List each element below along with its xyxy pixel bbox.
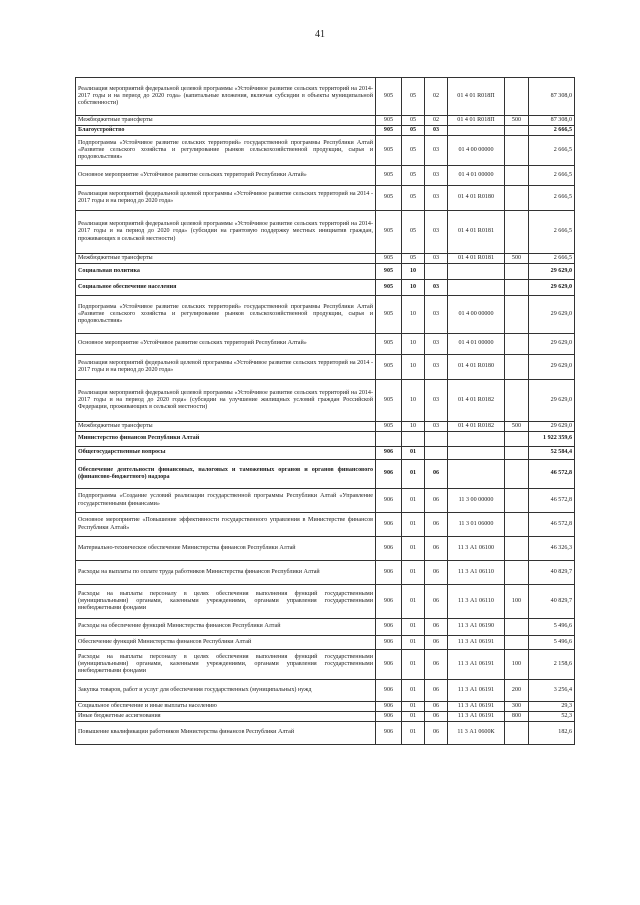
target-article-code: 11 3 А1 06191: [448, 702, 505, 712]
expense-type-code: [505, 355, 529, 380]
section-code: 10: [402, 264, 425, 280]
expense-type-code: [505, 334, 529, 355]
subsection-code: 03: [425, 211, 448, 254]
section-code: 01: [402, 447, 425, 460]
target-article-code: [448, 447, 505, 460]
item-name: Реализация мероприятий федеральной целевой программы «Устойчивое развитие сельских территорий на 2014 - 2017 годы и на период до 2020 года»: [76, 186, 376, 211]
target-article-code: 01 4 01 R0180: [448, 186, 505, 211]
amount: 87 308,0: [529, 116, 575, 126]
ministry-code: 906: [376, 712, 402, 722]
ministry-code: 906: [376, 650, 402, 680]
subsection-code: 03: [425, 380, 448, 422]
target-article-code: 11 3 А1 06191: [448, 712, 505, 722]
subsection-code: 06: [425, 722, 448, 745]
expense-type-code: 100: [505, 650, 529, 680]
amount: 29 629,0: [529, 355, 575, 380]
item-name: Расходы на обеспечение функций Министерства финансов Республики Алтай: [76, 619, 376, 636]
expense-type-code: [505, 136, 529, 166]
amount: 29 629,0: [529, 280, 575, 296]
subsection-code: 06: [425, 702, 448, 712]
ministry-code: 905: [376, 78, 402, 116]
item-name: Социальное обеспечение и иные выплаты населению: [76, 702, 376, 712]
amount: 5 496,6: [529, 636, 575, 650]
ministry-code: 905: [376, 380, 402, 422]
target-article-code: [448, 432, 505, 447]
ministry-code: 905: [376, 136, 402, 166]
section-code: [402, 432, 425, 447]
subsection-code: 03: [425, 334, 448, 355]
ministry-code: 906: [376, 561, 402, 585]
table-row: [76, 513, 575, 537]
item-name: Основное мероприятие «Повышение эффективности государственного управления в Министерстве финансов Республики Алтай»: [76, 513, 376, 537]
item-name: Социальное обеспечение населения: [76, 280, 376, 296]
ministry-code: 906: [376, 489, 402, 513]
amount: 46 572,8: [529, 489, 575, 513]
table-row: [76, 722, 575, 745]
section-code: 10: [402, 380, 425, 422]
ministry-code: 906: [376, 636, 402, 650]
table-row: [76, 166, 575, 186]
table-row: [76, 460, 575, 489]
section-code: 01: [402, 680, 425, 702]
section-code: 01: [402, 585, 425, 619]
subsection-code: [425, 432, 448, 447]
expense-type-code: [505, 264, 529, 280]
amount: 46 326,3: [529, 537, 575, 561]
subsection-code: 06: [425, 489, 448, 513]
target-article-code: 11 3 А1 0600К: [448, 722, 505, 745]
expense-type-code: [505, 619, 529, 636]
subsection-code: 06: [425, 650, 448, 680]
item-name: Межбюджетные трансферты: [76, 116, 376, 126]
table-row: [76, 126, 575, 136]
expense-type-code: 500: [505, 116, 529, 126]
expense-type-code: [505, 513, 529, 537]
table-row: [76, 380, 575, 422]
subsection-code: 03: [425, 126, 448, 136]
subsection-code: 06: [425, 680, 448, 702]
ministry-code: 905: [376, 280, 402, 296]
expense-type-code: [505, 78, 529, 116]
amount: 87 308,0: [529, 78, 575, 116]
table-row: [76, 136, 575, 166]
section-code: 01: [402, 561, 425, 585]
item-name: Общегосударственные вопросы: [76, 447, 376, 460]
target-article-code: [448, 264, 505, 280]
ministry-code: 906: [376, 680, 402, 702]
expense-type-code: [505, 380, 529, 422]
section-code: 01: [402, 619, 425, 636]
item-name: Материально-техническое обеспечение Министерства финансов Республики Алтай: [76, 537, 376, 561]
subsection-code: 02: [425, 78, 448, 116]
subsection-code: 06: [425, 561, 448, 585]
table-row: [76, 334, 575, 355]
section-code: 01: [402, 489, 425, 513]
subsection-code: 03: [425, 166, 448, 186]
table-row: [76, 254, 575, 264]
target-article-code: 01 4 00 00000: [448, 296, 505, 334]
amount: 52,3: [529, 712, 575, 722]
amount: 29 629,0: [529, 296, 575, 334]
expense-type-code: [505, 489, 529, 513]
expense-type-code: 800: [505, 712, 529, 722]
table-row: [76, 712, 575, 722]
ministry-code: 905: [376, 166, 402, 186]
ministry-code: 905: [376, 126, 402, 136]
item-name: Реализация мероприятий федеральной целевой программы «Устойчивое развитие сельских территорий на 2014-2017 годы и на период до 2020 года» (капитальные вложения, включая субсидии в объекты муниципальной собственности): [76, 78, 376, 116]
expense-type-code: [505, 460, 529, 489]
table-row: [76, 78, 575, 116]
item-name: Межбюджетные трансферты: [76, 254, 376, 264]
target-article-code: 01 4 01 R0182: [448, 422, 505, 432]
expense-type-code: 500: [505, 254, 529, 264]
subsection-code: 06: [425, 513, 448, 537]
expense-type-code: [505, 126, 529, 136]
target-article-code: 01 4 01 R0180: [448, 355, 505, 380]
target-article-code: 11 3 А1 06191: [448, 636, 505, 650]
table-row: [76, 680, 575, 702]
amount: 3 256,4: [529, 680, 575, 702]
item-name: Иные бюджетные ассигнования: [76, 712, 376, 722]
ministry-code: 905: [376, 211, 402, 254]
target-article-code: 11 3 А1 06190: [448, 619, 505, 636]
page-number: 41: [315, 29, 325, 40]
item-name: Подпрограмма «Создание условий реализации государственной программы Республики Алтай «Управление государственными финансами»: [76, 489, 376, 513]
target-article-code: 01 4 00 00000: [448, 136, 505, 166]
item-name: Реализация мероприятий федеральной целевой программы «Устойчивое развитие сельских территорий на 2014 - 2017 годы и на период до 2020 года»: [76, 355, 376, 380]
target-article-code: 01 4 01 00000: [448, 334, 505, 355]
item-name: Благоустройство: [76, 126, 376, 136]
amount: 2 158,6: [529, 650, 575, 680]
item-name: Расходы на выплаты по оплате труда работников Министерства финансов Республики Алтай: [76, 561, 376, 585]
table-row: [76, 702, 575, 712]
table-row: [76, 537, 575, 561]
ministry-code: 905: [376, 334, 402, 355]
item-name: Министерство финансов Республики Алтай: [76, 432, 376, 447]
amount: 2 666,5: [529, 186, 575, 211]
amount: 40 829,7: [529, 585, 575, 619]
ministry-code: 905: [376, 186, 402, 211]
amount: 2 666,5: [529, 166, 575, 186]
target-article-code: 11 3 А1 06110: [448, 561, 505, 585]
item-name: Социальная политика: [76, 264, 376, 280]
target-article-code: 11 3 А1 06100: [448, 537, 505, 561]
target-article-code: 01 4 01 R0181: [448, 254, 505, 264]
amount: 2 666,5: [529, 136, 575, 166]
section-code: 10: [402, 296, 425, 334]
section-code: 05: [402, 254, 425, 264]
item-name: Подпрограмма «Устойчивое развитие сельских территорий» государственной программы Республики Алтай «Развитие сельского хозяйства и регулирование рынков сельскохозяйственной продукции, сырья и продовольствия»: [76, 296, 376, 334]
target-article-code: 11 3 А1 06191: [448, 650, 505, 680]
table-row: [76, 186, 575, 211]
expense-type-code: 200: [505, 680, 529, 702]
amount: 40 829,7: [529, 561, 575, 585]
target-article-code: 11 3 01 06000: [448, 513, 505, 537]
ministry-code: 906: [376, 447, 402, 460]
section-code: 10: [402, 422, 425, 432]
amount: 29,3: [529, 702, 575, 712]
item-name: Реализация мероприятий федеральной целевой программы «Устойчивое развитие сельских территорий на 2014-2017 годы и на период до 2020 года» (субсидии на грантовую поддержку местных инициатив граждан, проживающих в сельской местности): [76, 211, 376, 254]
section-code: 01: [402, 712, 425, 722]
amount: 52 584,4: [529, 447, 575, 460]
section-code: 01: [402, 722, 425, 745]
subsection-code: 06: [425, 712, 448, 722]
target-article-code: 01 4 01 R018П: [448, 78, 505, 116]
ministry-code: 906: [376, 460, 402, 489]
subsection-code: 03: [425, 254, 448, 264]
section-code: 05: [402, 78, 425, 116]
ministry-code: 905: [376, 254, 402, 264]
table-row: [76, 432, 575, 447]
section-code: 05: [402, 166, 425, 186]
ministry-code: 906: [376, 619, 402, 636]
item-name: Повышение квалификации работников Министерства финансов Республики Алтай: [76, 722, 376, 745]
subsection-code: 03: [425, 186, 448, 211]
expense-type-code: [505, 186, 529, 211]
section-code: 05: [402, 126, 425, 136]
table-row: [76, 650, 575, 680]
item-name: Закупка товаров, работ и услуг для обеспечения государственных (муниципальных) нужд: [76, 680, 376, 702]
amount: 46 572,8: [529, 513, 575, 537]
subsection-code: [425, 447, 448, 460]
ministry-code: 905: [376, 296, 402, 334]
item-name: Обеспечение функций Министерства финансов Республики Алтай: [76, 636, 376, 650]
table-row: [76, 211, 575, 254]
subsection-code: 06: [425, 537, 448, 561]
table-row: [76, 561, 575, 585]
target-article-code: 01 4 01 R0181: [448, 211, 505, 254]
expense-type-code: [505, 636, 529, 650]
item-name: Основное мероприятие «Устойчивое развитие сельских территорий Республики Алтай»: [76, 334, 376, 355]
expense-type-code: [505, 280, 529, 296]
section-code: 10: [402, 355, 425, 380]
section-code: 01: [402, 702, 425, 712]
ministry-code: 906: [376, 585, 402, 619]
item-name: Расходы на выплаты персоналу в целях обеспечения выполнения функций государственными (муниципальными) органами, казенными учреждениями, органами управления государственными внебюджетными фондами: [76, 650, 376, 680]
subsection-code: 03: [425, 280, 448, 296]
amount: 2 666,5: [529, 254, 575, 264]
subsection-code: 06: [425, 636, 448, 650]
ministry-code: 906: [376, 702, 402, 712]
section-code: 01: [402, 650, 425, 680]
target-article-code: 01 4 01 R018П: [448, 116, 505, 126]
amount: 29 629,0: [529, 264, 575, 280]
expense-type-code: [505, 296, 529, 334]
table-row: [76, 422, 575, 432]
table-row: [76, 585, 575, 619]
item-name: Обеспечение деятельности финансовых, налоговых и таможенных органов и органов финансового (финансово-бюджетного) надзора: [76, 460, 376, 489]
section-code: 05: [402, 116, 425, 126]
amount: 29 629,0: [529, 380, 575, 422]
section-code: 01: [402, 513, 425, 537]
subsection-code: 03: [425, 296, 448, 334]
table-row: [76, 447, 575, 460]
amount: 182,6: [529, 722, 575, 745]
section-code: 05: [402, 186, 425, 211]
expense-type-code: [505, 447, 529, 460]
expense-type-code: 300: [505, 702, 529, 712]
item-name: Основное мероприятие «Устойчивое развитие сельских территорий Республики Алтай»: [76, 166, 376, 186]
ministry-code: 906: [376, 513, 402, 537]
section-code: 01: [402, 636, 425, 650]
subsection-code: 02: [425, 116, 448, 126]
section-code: 10: [402, 280, 425, 296]
target-article-code: 01 4 01 00000: [448, 166, 505, 186]
subsection-code: 03: [425, 136, 448, 166]
ministry-code: 905: [376, 422, 402, 432]
subsection-code: 06: [425, 619, 448, 636]
ministry-code: 905: [376, 116, 402, 126]
section-code: 05: [402, 136, 425, 166]
target-article-code: [448, 280, 505, 296]
target-article-code: 01 4 01 R0182: [448, 380, 505, 422]
table-row: [76, 296, 575, 334]
expense-type-code: [505, 537, 529, 561]
target-article-code: 11 3 А1 06110: [448, 585, 505, 619]
expense-type-code: [505, 432, 529, 447]
amount: 5 496,6: [529, 619, 575, 636]
expense-type-code: 500: [505, 422, 529, 432]
target-article-code: [448, 460, 505, 489]
section-code: 10: [402, 334, 425, 355]
table-row: [76, 489, 575, 513]
section-code: 01: [402, 460, 425, 489]
ministry-code: 906: [376, 722, 402, 745]
budget-table: [75, 77, 575, 745]
subsection-code: 06: [425, 585, 448, 619]
subsection-code: 03: [425, 355, 448, 380]
section-code: 01: [402, 537, 425, 561]
item-name: Межбюджетные трансферты: [76, 422, 376, 432]
item-name: Расходы на выплаты персоналу в целях обеспечения выполнения функций государственными (муниципальными) органами, казенными учреждениями, органами управления государственными внебюджетными фондами: [76, 585, 376, 619]
section-code: 05: [402, 211, 425, 254]
subsection-code: 03: [425, 422, 448, 432]
target-article-code: 11 3 00 00000: [448, 489, 505, 513]
expense-type-code: [505, 166, 529, 186]
ministry-code: 905: [376, 355, 402, 380]
ministry-code: [376, 432, 402, 447]
amount: 2 666,5: [529, 126, 575, 136]
table-row: [76, 619, 575, 636]
amount: 29 629,0: [529, 334, 575, 355]
table-row: [76, 264, 575, 280]
target-article-code: [448, 126, 505, 136]
amount: 1 922 359,6: [529, 432, 575, 447]
expense-type-code: 100: [505, 585, 529, 619]
amount: 29 629,0: [529, 422, 575, 432]
table-row: [76, 116, 575, 126]
ministry-code: 905: [376, 264, 402, 280]
ministry-code: 906: [376, 537, 402, 561]
amount: 2 666,5: [529, 211, 575, 254]
table-row: [76, 636, 575, 650]
item-name: Реализация мероприятий федеральной целевой программы «Устойчивое развитие сельских территорий на 2014-2017 годы и на период до 2020 года» (субсидии на улучшение жилищных условий граждан Российской Федерации, проживающих в сельской местности): [76, 380, 376, 422]
expense-type-code: [505, 722, 529, 745]
table-row: [76, 355, 575, 380]
item-name: Подпрограмма «Устойчивое развитие сельских территорий» государственной программы Республики Алтай «Развитие сельского хозяйства и регулирование рынков сельскохозяйственной продукции, сырья и продовольствия»: [76, 136, 376, 166]
amount: 46 572,8: [529, 460, 575, 489]
expense-type-code: [505, 211, 529, 254]
subsection-code: 06: [425, 460, 448, 489]
subsection-code: [425, 264, 448, 280]
table-row: [76, 280, 575, 296]
target-article-code: 11 3 А1 06191: [448, 680, 505, 702]
expense-type-code: [505, 561, 529, 585]
